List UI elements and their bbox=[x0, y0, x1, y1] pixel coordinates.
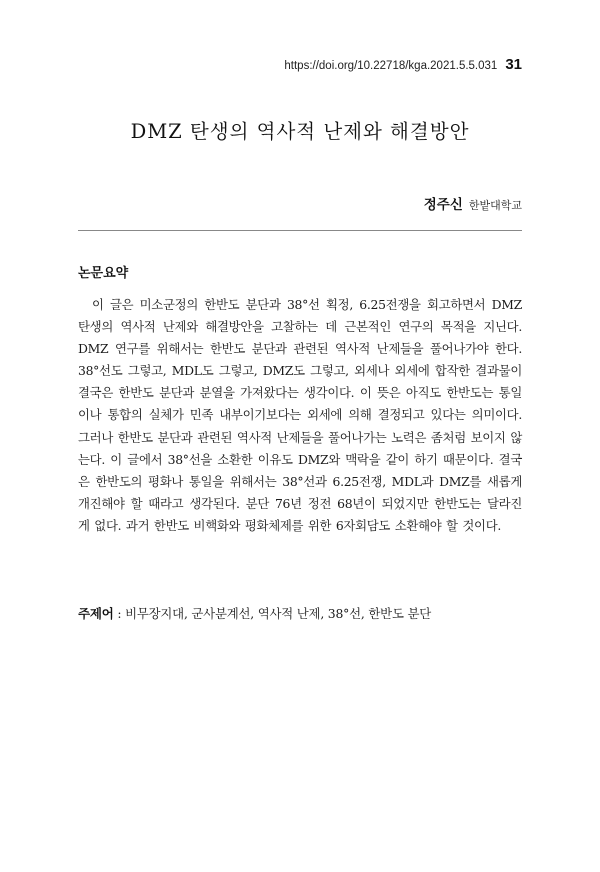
section-divider bbox=[78, 230, 522, 231]
running-header bbox=[284, 56, 522, 73]
page-number: 31 bbox=[505, 56, 522, 73]
author-affiliation: 한밭대학교 bbox=[468, 199, 522, 212]
keywords-text: 비무장지대, 군사분계선, 역사적 난제, 38°선, 한반도 분단 bbox=[125, 606, 431, 621]
keywords-label: 주제어 bbox=[78, 606, 114, 621]
author-line bbox=[424, 193, 522, 213]
keywords-separator: : bbox=[113, 606, 126, 621]
paper-title: DMZ 탄생의 역사적 난제와 해결방안 bbox=[130, 120, 470, 143]
author-name: 정주신 bbox=[423, 197, 463, 213]
keywords-line bbox=[78, 604, 522, 622]
abstract-heading: 논문요약 bbox=[78, 266, 129, 281]
abstract-body: 이 글은 미소군정의 한반도 분단과 38°선 획정, 6.25전쟁을 회고하면서 DMZ 탄생의 역사적 난제와 해결방안을 고찰하는 데 근본적인 연구의 목적을 지닌다. DMZ 연구를 위해서는 한반도 분단과 관련된 역사적 난제들을 풀어나가야 한다. 38°선도 그렇고, MDL도 그렇고, DMZ도 그렇고, 외세나 외세에 합작한 결과물이 결국은 한반도 분단과 분열을 가져왔다는 생각이다. 이 뜻은 아직도 한반도는 통일이나 통합의 실체가 민족 내부이기보다는 외세에 의해 결정되고 있다는 의미이다. 그러나 한반도 분단과 관련된 역사적 난제들을 풀어나가는 노력은 좀처럼 보이지 않는다. 이 글에서 38°선을 소환한 이유도 DMZ와 맥락을 같이 하기 때문이다. 결국은 한반도의 평화나 통일을 위해서는 38°선과 6.25전쟁, MDL과 DMZ를 새롭게 개진해야 할 때라고 생각된다. 분단 76년 정전 68년이 되었지만 한반도는 달라진 게 없다. 과거 한반도 비핵화와 평화체제를 위한 6자회담도 소환해야 할 것이다. bbox=[78, 297, 522, 533]
doi-link[interactable]: https://doi.org/10.22718/kga.2021.5.5.031 bbox=[284, 60, 498, 72]
